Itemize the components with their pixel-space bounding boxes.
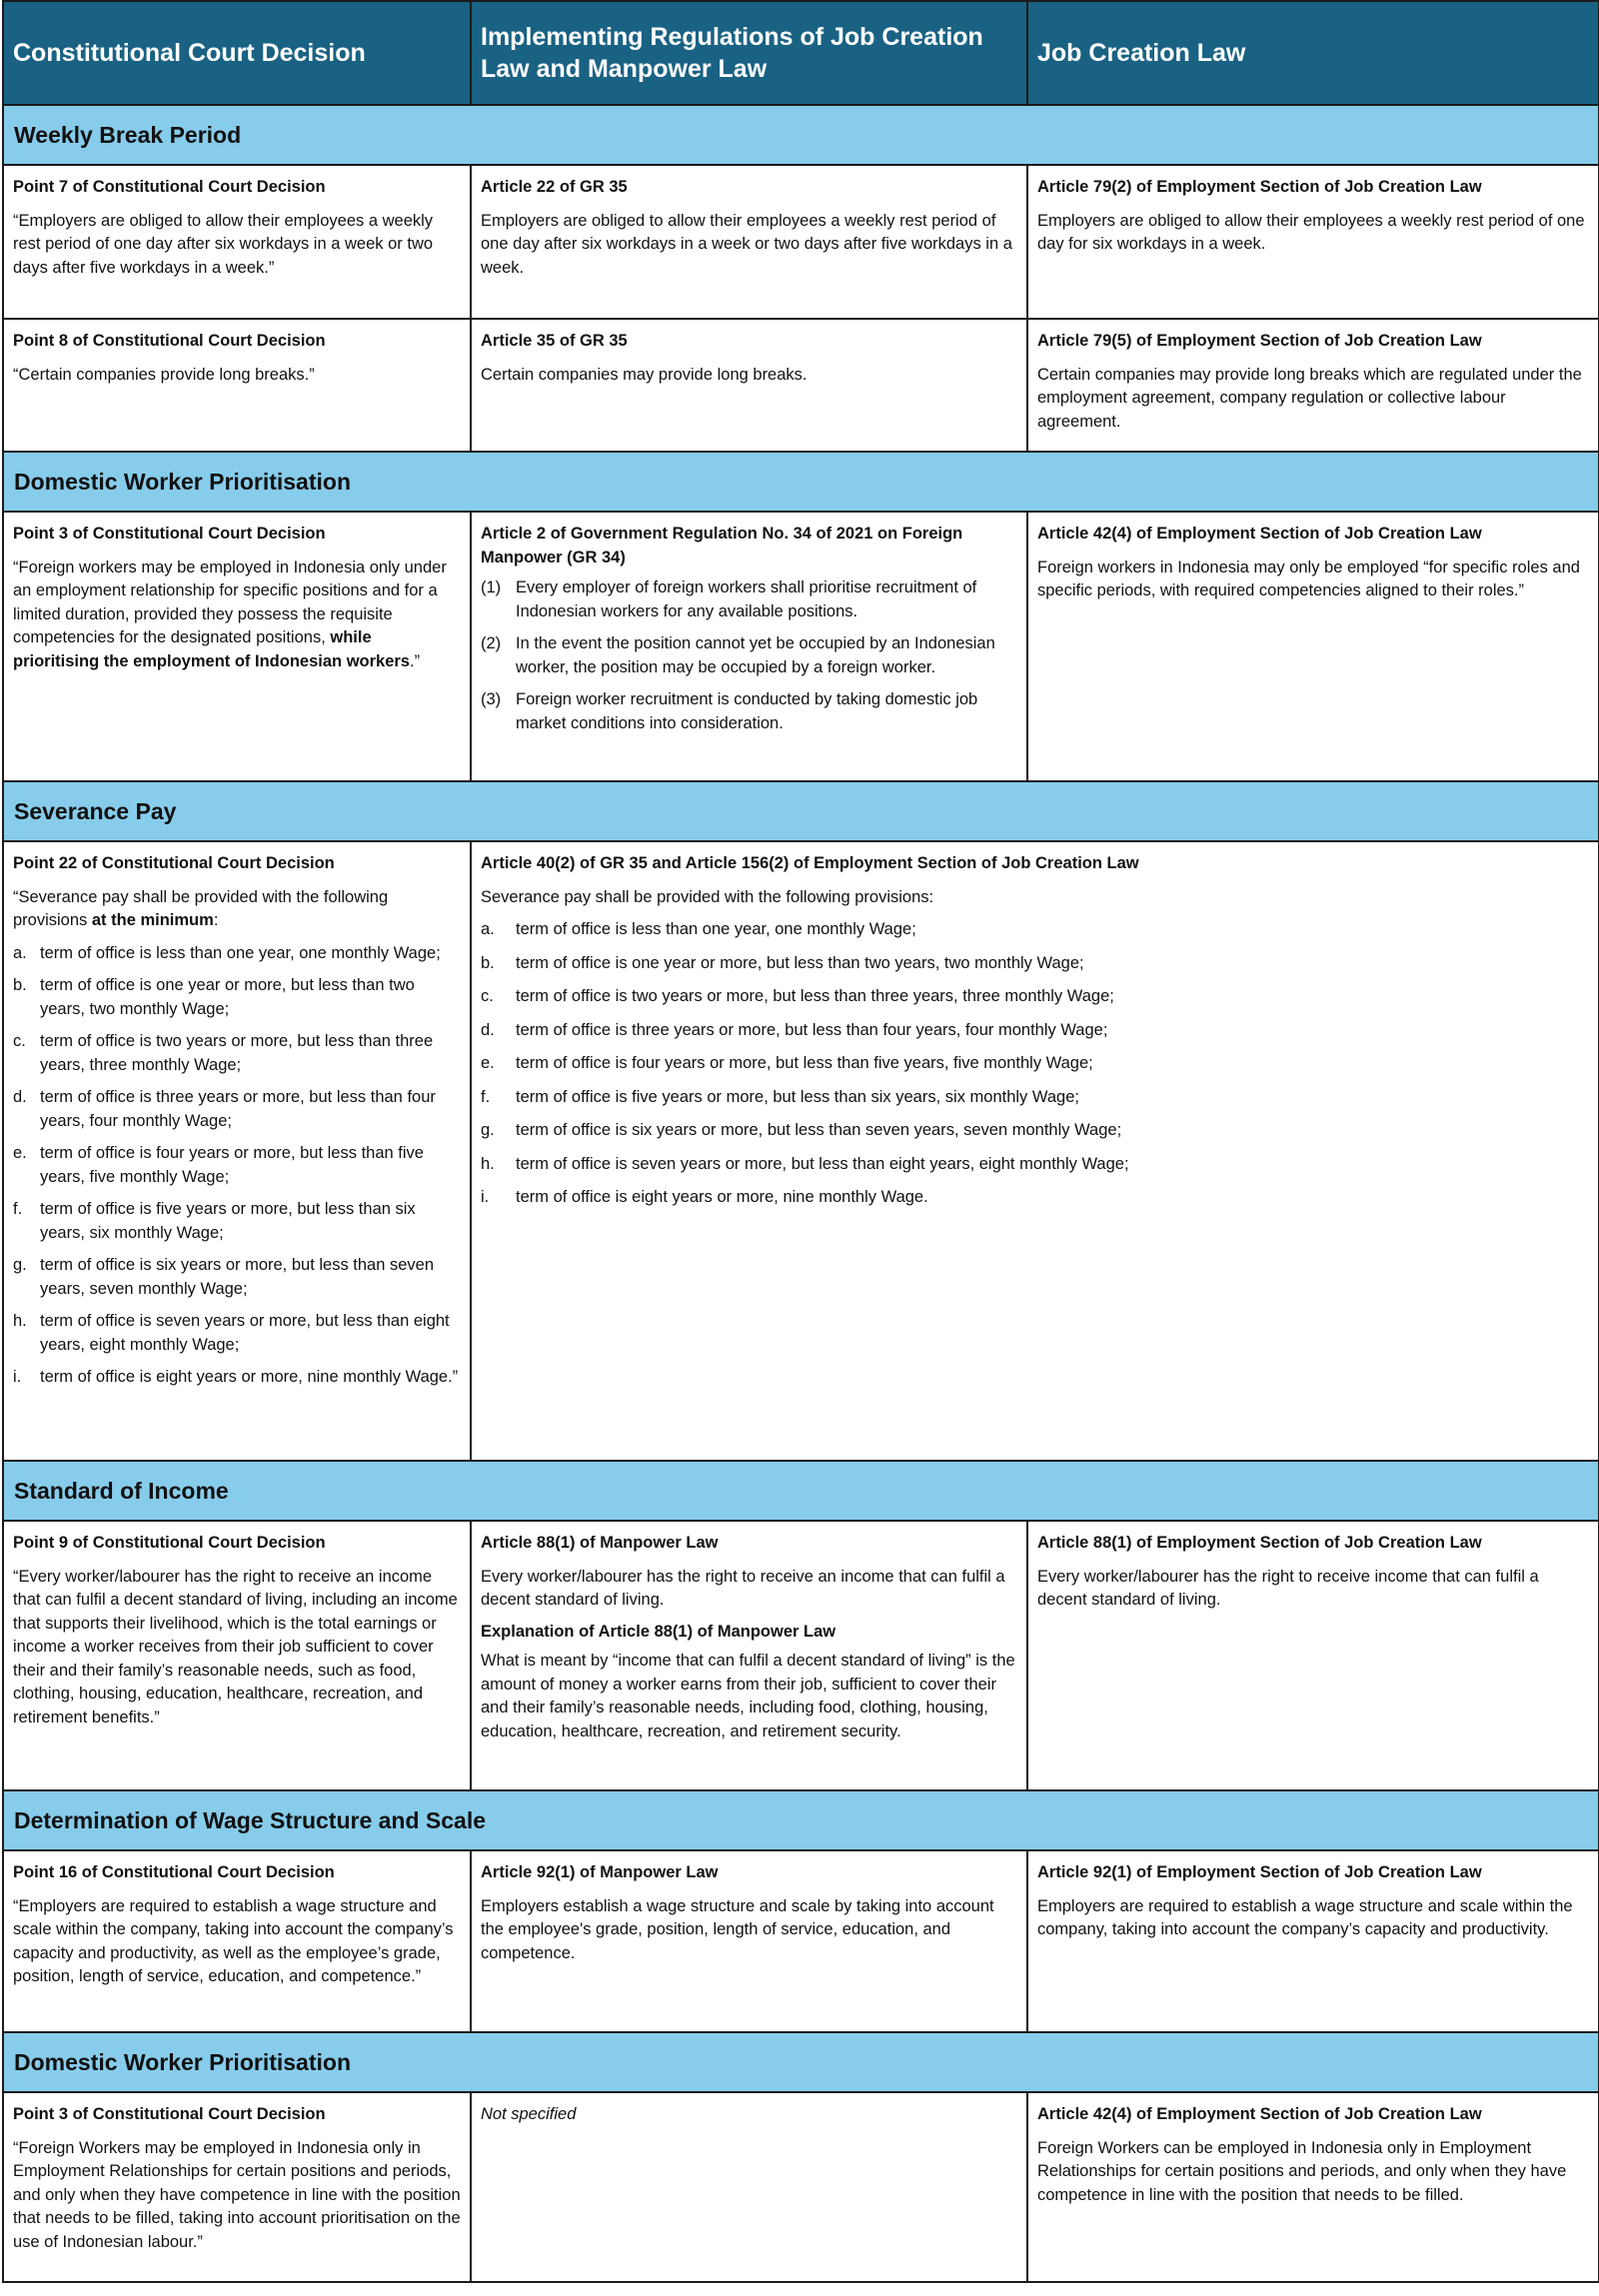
text-part: “Foreign workers may be employed in Indonesia only under an employment relationship for specific positions and for a limited duration, provided they possess the requisite competencies for the designated positions, [13,558,447,646]
list-marker: a. [13,943,27,962]
list-marker: a. [481,920,495,938]
list-text: In the event the position cannot yet be occupied by an Indonesian worker, the position may be occupied by a foreign worker. [516,634,995,676]
cell-heading: Article 35 of GR 35 [481,332,628,350]
cell-heading: Article 92(1) of Employment Section of Job Creation Law [1037,1863,1482,1881]
cell-text: Severance pay shall be provided with the following provisions: [481,887,934,906]
bold-text: while prioritising the employment of Indonesian workers [13,628,410,670]
cell-text: Certain companies may provide long breaks. [481,365,807,384]
list-item [13,1142,461,1189]
table-row [3,2092,1599,2282]
list-marker: e. [481,1054,495,1072]
list-text: term of office is seven years or more, but less than eight years, eight monthly Wage; [40,1312,450,1354]
list-item [481,918,1589,942]
cell-text: Every worker/labourer has the right to receive an income that can fulfil a decent standard of living. [481,1567,1005,1609]
list-item [481,985,1589,1009]
constitutional-court-cell [3,512,471,781]
table-row [3,512,1599,781]
list-item [481,1086,1589,1110]
constitutional-court-cell [3,2092,471,2282]
list-text: term of office is four years or more, but less than five years, five monthly Wage; [40,1144,424,1186]
list-marker: c. [481,987,494,1005]
cell-text: Foreign Workers can be employed in Indonesia only in Employment Relationships for certain positions and periods, and only when they have competence in line with the position that needs to be filled. [1037,2138,1567,2204]
job-creation-law-cell [1027,512,1599,781]
cell-text: “Employers are obliged to allow their employees a weekly rest period of one day after six workdays in a week or two days after five workdays in a week.” [13,211,434,277]
section-row [3,2032,1599,2092]
severance-list [13,942,461,1390]
numbered-list [481,576,1017,735]
cell-heading: Point 8 of Constitutional Court Decision [13,332,326,350]
regulation-cell [471,512,1027,781]
list-marker: (3) [481,690,502,708]
list-text: term of office is less than one year, one monthly Wage; [516,920,916,938]
list-marker: c. [13,1032,26,1050]
severance-list [481,918,1589,1210]
constitutional-court-cell [3,1850,471,2032]
header-row [3,1,1599,105]
cell-text [13,886,461,933]
list-marker: i. [481,1188,490,1206]
cell-heading: Article 79(5) of Employment Section of Job Creation Law [1037,332,1482,350]
constitutional-court-cell [3,319,471,452]
cell-heading: Article 2 of Government Regulation No. 34 of 2021 on Foreign Manpower (GR 34) [481,525,963,567]
bold-text: at the minimum [91,911,214,929]
cell-text: Every worker/labourer has the right to receive income that can fulfil a decent standard of living. [1037,1567,1539,1609]
regulation-cell [471,2092,1027,2282]
cell-heading: Point 3 of Constitutional Court Decision [13,2105,326,2123]
list-marker: d. [481,1020,495,1039]
list-item [481,952,1589,976]
section-row [3,105,1599,165]
list-text: term of office is six years or more, but less than seven years, seven monthly Wage; [516,1121,1122,1139]
cell-text: Employers are obliged to allow their employees a weekly rest period of one day after six workdays in a week or two days after five workdays in a week. [481,211,1012,277]
list-marker: f. [13,1200,23,1218]
text-part: .” [409,651,421,670]
text-part: “Severance pay shall be provided with the following provisions [13,887,389,929]
table-row [3,319,1599,452]
list-item [13,1366,461,1390]
regulation-cell [471,1850,1027,2032]
list-text: term of office is two years or more, but less than three years, three monthly Wage; [40,1032,434,1074]
section-title: Domestic Worker Prioritisation [3,452,1599,512]
list-item [13,942,461,966]
cell-heading: Article 88(1) of Manpower Law [481,1534,719,1552]
column-header-implementing-regulations: Implementing Regulations of Job Creation Law and Manpower Law [471,1,1027,105]
list-marker: b. [481,953,495,972]
not-specified-text: Not specified [481,2105,577,2123]
section-title: Severance Pay [3,781,1599,841]
list-marker: h. [481,1154,495,1173]
column-header-constitutional-court: Constitutional Court Decision [3,1,471,105]
cell-text [13,557,461,674]
list-marker: (1) [481,578,502,596]
cell-text: Employers establish a wage structure and scale by taking into account the employee's grade, position, length of service, education, and competence. [481,1896,994,1962]
section-title: Standard of Income [3,1461,1599,1521]
job-creation-law-cell [1027,165,1599,319]
section-row [3,452,1599,512]
cell-text: Certain companies may provide long breaks which are regulated under the employment agreement, company regulation or collective labour agreement. [1037,365,1582,431]
cell-heading: Article 92(1) of Manpower Law [481,1863,719,1881]
section-title: Determination of Wage Structure and Scale [3,1790,1599,1850]
list-item [13,1086,461,1133]
list-text: term of office is three years or more, but less than four years, four monthly Wage; [516,1020,1108,1039]
list-text: term of office is eight years or more, nine monthly Wage.” [40,1368,459,1386]
regulation-cell [471,1521,1027,1790]
table-row [3,1850,1599,2032]
cell-text: Employers are obliged to allow their employees a weekly rest period of one day for six workdays in a week. [1037,211,1585,253]
text-part: : [213,911,219,929]
list-text: term of office is four years or more, but less than five years, five monthly Wage; [516,1054,1093,1072]
list-marker: (2) [481,634,502,652]
list-text: term of office is five years or more, but less than six years, six monthly Wage; [516,1087,1079,1106]
column-header-job-creation-law: Job Creation Law [1027,1,1599,105]
cell-heading: Point 9 of Constitutional Court Decision [13,1534,326,1552]
list-marker: g. [481,1121,495,1139]
list-text: term of office is seven years or more, but less than eight years, eight monthly Wage; [516,1154,1129,1173]
list-item [13,1198,461,1245]
comparison-table [2,0,1599,2283]
cell-heading: Point 3 of Constitutional Court Decision [13,525,326,543]
cell-heading: Article 40(2) of GR 35 and Article 156(2) of Employment Section of Job Creation Law [481,854,1139,872]
list-marker: b. [13,976,27,994]
cell-heading: Article 22 of GR 35 [481,178,628,196]
cell-heading: Article 79(2) of Employment Section of Job Creation Law [1037,178,1482,196]
cell-text: “Foreign Workers may be employed in Indonesia only in Employment Relationships for certain positions and periods, and only when they have competence in line with the position that needs to be filled, taking into account prioritisation on the use of Indonesian labour.” [13,2138,461,2251]
list-item [481,1153,1589,1177]
list-text: term of office is one year or more, but less than two years, two monthly Wage; [40,976,415,1018]
list-item [481,1052,1589,1076]
cell-subheading: Explanation of Article 88(1) of Manpower Law [481,1622,836,1641]
job-creation-law-cell [1027,2092,1599,2282]
cell-heading: Article 42(4) of Employment Section of Job Creation Law [1037,525,1482,543]
list-text: term of office is eight years or more, nine monthly Wage. [516,1188,928,1206]
cell-heading: Article 88(1) of Employment Section of Job Creation Law [1037,1534,1482,1552]
list-marker: i. [13,1368,22,1386]
list-marker: e. [13,1144,27,1162]
cell-heading: Article 42(4) of Employment Section of Job Creation Law [1037,2105,1482,2123]
list-marker: h. [13,1312,27,1330]
list-text: term of office is less than one year, one monthly Wage; [40,943,441,962]
job-creation-law-cell [1027,1521,1599,1790]
cell-subtext: What is meant by “income that can fulfil a decent standard of living” is the amount of money a worker earns from their job, sufficient to cover their and their family’s reasonable needs, including food, clothing, housing, education, healthcare, recreation, and retirement security. [481,1652,1015,1740]
section-title: Weekly Break Period [3,105,1599,165]
list-item [13,974,461,1021]
cell-text: “Certain companies provide long breaks.” [13,365,315,384]
cell-text: “Every worker/labourer has the right to receive an income that can fulfil a decent standard of living, including an income that supports their livelihood, which is the total earnings or income a worker receives from their job sufficient to cover their and their family’s reasonable needs, such as food, clothing, housing, education, healthcare, recreation, and retirement benefits.” [13,1567,458,1726]
table-row [3,1521,1599,1790]
list-item [481,688,1017,735]
list-marker: f. [481,1087,491,1106]
list-item [481,1019,1589,1043]
section-title: Domestic Worker Prioritisation [3,2032,1599,2092]
list-item [13,1030,461,1077]
list-item [481,1119,1589,1143]
constitutional-court-cell [3,1521,471,1790]
list-item [13,1310,461,1357]
regulation-cell [471,165,1027,319]
list-text: term of office is two years or more, but less than three years, three monthly Wage; [516,987,1114,1005]
cell-heading: Point 16 of Constitutional Court Decision [13,1863,335,1881]
constitutional-court-cell [3,841,471,1461]
list-text: Foreign worker recruitment is conducted by taking domestic job market conditions into consideration. [516,690,978,732]
list-item [481,576,1017,623]
section-row [3,781,1599,841]
list-text: term of office is three years or more, but less than four years, four monthly Wage; [40,1088,436,1130]
list-marker: d. [13,1088,27,1106]
regulation-and-job-creation-cell [471,841,1599,1461]
list-text: term of office is six years or more, but less than seven years, seven monthly Wage; [40,1256,435,1298]
section-row [3,1461,1599,1521]
regulation-cell [471,319,1027,452]
list-text: term of office is one year or more, but less than two years, two monthly Wage; [516,953,1084,972]
cell-text: “Employers are required to establish a wage structure and scale within the company, taking into account the company’s capacity and productivity, as well as the employee’s grade, position, length of service, education, and competence.” [13,1896,454,1985]
constitutional-court-cell [3,165,471,319]
list-text: term of office is five years or more, but less than six years, six monthly Wage; [40,1200,416,1242]
job-creation-law-cell [1027,319,1599,452]
table-row [3,165,1599,319]
table-row [3,841,1599,1461]
cell-text: Employers are required to establish a wage structure and scale within the company, taking into account the company’s capacity and productivity. [1037,1896,1573,1938]
list-item [481,632,1017,679]
section-row [3,1790,1599,1850]
list-text: Every employer of foreign workers shall prioritise recruitment of Indonesian workers for any available positions. [516,578,977,620]
list-item [481,1186,1589,1210]
cell-heading: Point 7 of Constitutional Court Decision [13,178,326,196]
cell-text: Foreign workers in Indonesia may only be employed “for specific roles and specific periods, with required competencies aligned to their roles.” [1037,558,1580,599]
list-item [13,1254,461,1301]
cell-heading: Point 22 of Constitutional Court Decision [13,854,335,872]
job-creation-law-cell [1027,1850,1599,2032]
list-marker: g. [13,1256,27,1274]
